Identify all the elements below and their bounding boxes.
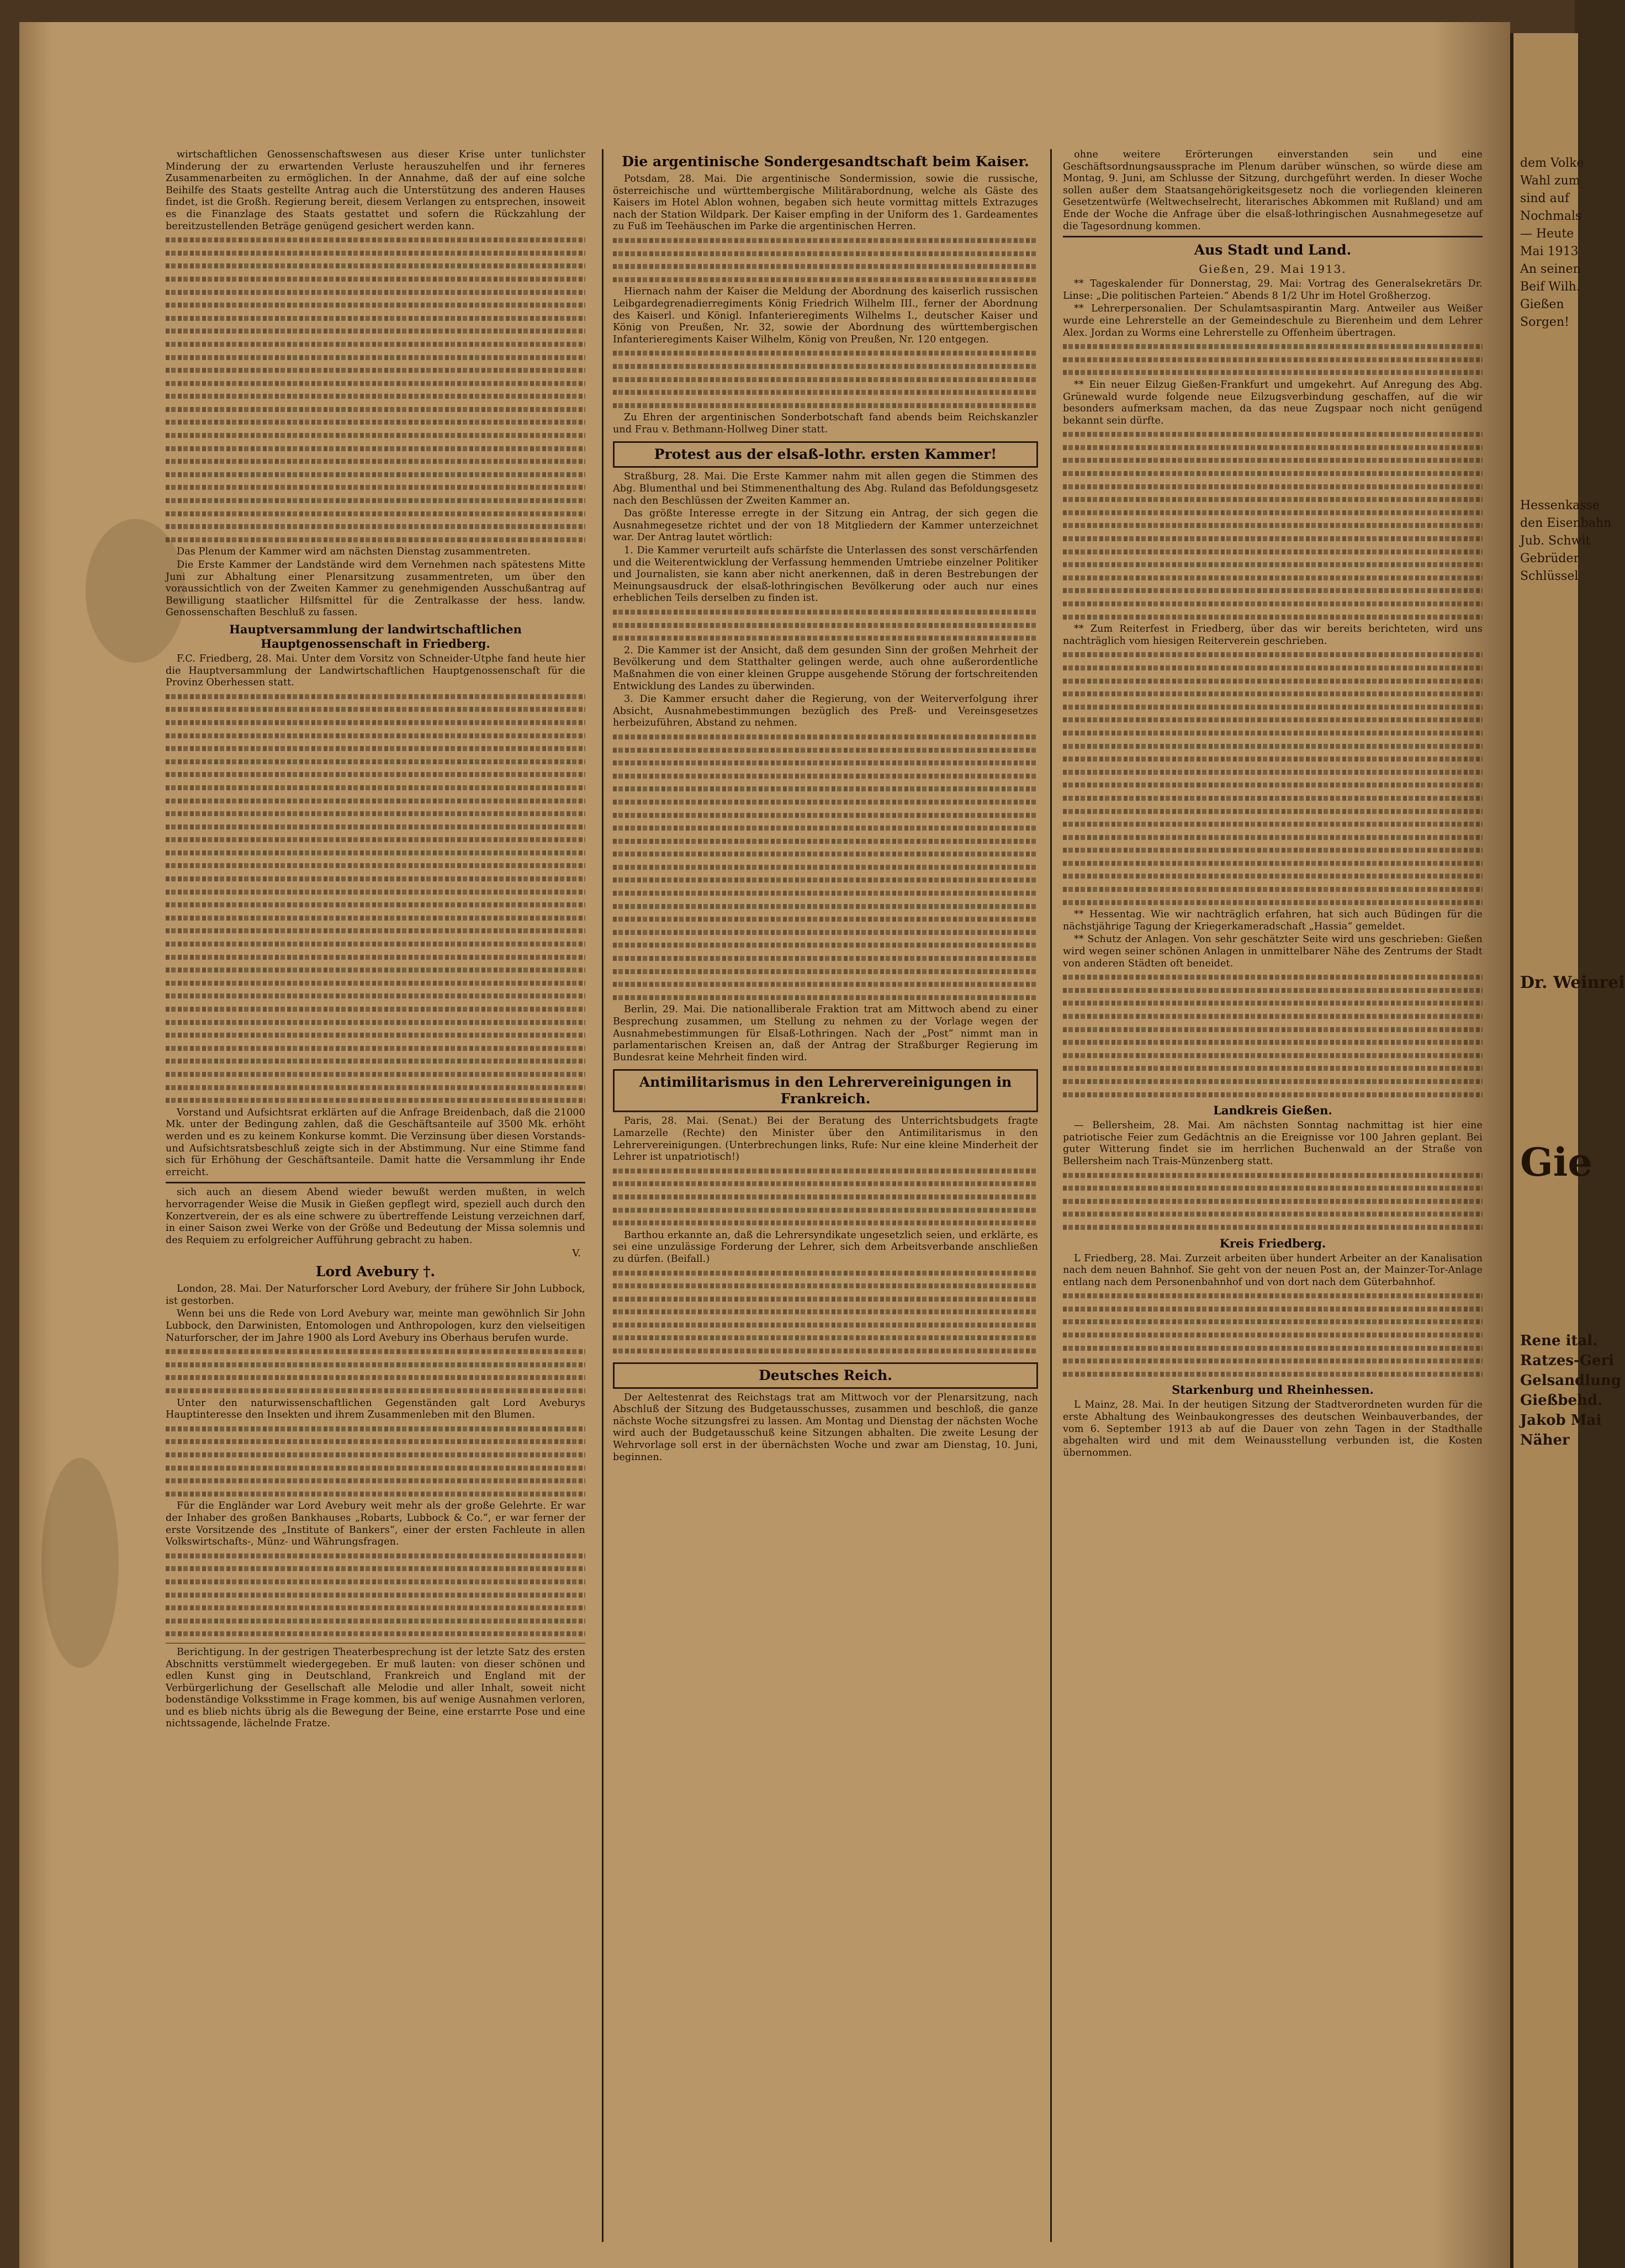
text-line [166, 1016, 585, 1028]
text-line [613, 1331, 1038, 1344]
text-line [166, 898, 585, 911]
text-line [1063, 506, 1483, 519]
text-line [613, 731, 1038, 743]
edge-fragment: Rene ital. [1520, 1333, 1598, 1349]
article-paragraph: 2. Die Kammer ist der Ansicht, daß dem gesunden Sinn der großen Mehrheit der Bevölkerung und dem Statthalter gelingen werde, auch ohne außerordentliche Maßnahmen die von einer kleinen Gruppe ausgehende Störung der fortschreitenden Entwicklung des Landes zu überwinden. [613, 644, 1038, 692]
article-heading: Die argentinische Sondergesandtschaft beim Kaiser. [622, 154, 1029, 170]
text-line [166, 273, 585, 285]
text-line [166, 924, 585, 937]
text-line [1063, 1289, 1483, 1302]
text-line [1063, 779, 1483, 791]
article-paragraph: Zu Ehren der argentinischen Sonderbotschaft fand abends beim Reichskanzler und Frau v. Bethmann-Hollweg Diner statt. [613, 412, 1038, 435]
text-line [1063, 340, 1483, 352]
text-line [1063, 532, 1483, 544]
text-line [1063, 792, 1483, 804]
text-line [166, 729, 585, 742]
article-paragraph: Paris, 28. Mai. (Senat.) Bei der Beratung des Unterrichtsbudgets fragte Lamarzelle (Rechte) den Minister über den Antimilitarismus in den Lehrervereinigungen. (Unterbrechungen links, Rufe: Nur eine kleine Minderheit der Lehrer ist unpatriotisch!) [613, 1116, 1038, 1163]
edge-fragment: sind auf [1520, 192, 1569, 205]
text-line [1063, 1023, 1483, 1035]
text-line [166, 1589, 585, 1601]
text-line [166, 1562, 585, 1574]
carryover-paragraph: sich auch an diesem Abend wieder bewußt werden mußten, in welch hervorragender Weise die Musik in Gießen gepflegt wird, speziell auch durch den Konzertverein, der es als eine schwere zu übertreffende Leistung verzeichnen darf, in einer Saison zwei Werke von der Größe und Bedeutung der Missa solemnis und des Requiem zu erfolgreicher Aufführung gebracht zu haben. [166, 1187, 585, 1246]
column-divider [1050, 149, 1052, 2242]
text-line [613, 874, 1038, 886]
text-line [613, 1345, 1038, 1357]
opening-paragraph: ohne weitere Erörterungen einverstanden sein und eine Geschäftsordnungsaussprache im Plenum darüber wünschen, so würde diese am Montag, 9. Juni, am Schlusse der Sitzung, durchgeführt werden. In dieser Woche sollen außer dem Staatsangehörigkeitsgesetz noch die vorliegenden kleineren Gesetzentwürfe (Weltwechselrecht, literarisches Abkommen mit Rußland) und am Ende der Woche die Anfrage über die elsaß-lothringischen Ausnahmegesetze auf die Tagesordnung kommen. [1063, 149, 1483, 232]
article-heading: Antimilitarismus in den Lehrervereinigungen in Frankreich. [639, 1074, 1012, 1107]
article-paragraph: Der Aeltestenrat des Reichstags trat am Mittwoch vor der Plenarsitzung, nach Abschluß der Sitzung des Budgetausschusses, zusammen und beschloß, die ganze nächste Woche sitzungsfrei zu lassen. Am Montag und Dienstag der nächsten Woche wird auch der Budgetausschuß keine Sitzungen abhalten. Die zweite Lesung der Wehrvorlage soll erst in der übernächsten Woche und zwar am Dienstag, 10. Juni, beginnen. [613, 1392, 1038, 1463]
left-column [166, 149, 585, 2242]
text-line [1063, 1195, 1483, 1207]
text-line [613, 913, 1038, 925]
edge-fragment: Gießen [1520, 298, 1564, 311]
article-heading-box [613, 1362, 1038, 1389]
text-line [613, 991, 1038, 1003]
text-line [166, 338, 585, 350]
edge-fragment: Hessenkasse [1520, 499, 1600, 512]
local-news-item: — Bellersheim, 28. Mai. Am nächsten Sonntag nachmittag ist hier eine patriotische Feier zum Gedächtnis an die Ereignisse vor 100 Jahren geplant. Bei guter Witterung findet sie im herrlichen Buchenwald an der Straße von Bellersheim nach Trais-Münzenberg statt. [1063, 1120, 1483, 1167]
erste-kammer-paragraph: Die Erste Kammer der Landstände wird dem Vernehmen nach spätestens Mitte Juni zur Abhaltung einer Plenarsitzung zusammentreten, um über den voraussichtlich von der Zweiten Kammer zu genehmigenden Ausschußantrag auf Bewilligung staatlicher Hilfsmittel für die Zentralkasse der hess. landw. Genossenschaften Beschluß zu fassen. [166, 559, 585, 618]
text-line [1063, 428, 1483, 440]
text-line [166, 1423, 585, 1435]
text-line [1063, 611, 1483, 623]
text-line [166, 977, 585, 989]
edge-fragment: Gebrüder [1520, 552, 1579, 565]
text-line [1063, 1368, 1483, 1380]
adjacent-page-edge [1510, 33, 1625, 2268]
edge-fragment: Näher [1520, 1432, 1570, 1448]
edge-fragment: Gießbehd. [1520, 1392, 1603, 1409]
text-line [166, 795, 585, 807]
text-line [613, 347, 1038, 359]
dateline: Gießen, 29. Mai 1913. [1199, 262, 1347, 276]
text-line [166, 1435, 585, 1447]
text-line [1063, 753, 1483, 765]
text-line [1063, 546, 1483, 558]
edge-fragment: Wahl zum [1520, 174, 1580, 188]
edge-fragment: Dr. Weinrei [1520, 973, 1625, 992]
text-line [166, 807, 585, 820]
text-line [166, 833, 585, 845]
text-line [166, 468, 585, 480]
text-line [166, 364, 585, 376]
text-line [1063, 1010, 1483, 1022]
text-line [1063, 1355, 1483, 1367]
text-line [166, 390, 585, 402]
text-line [1063, 1169, 1483, 1181]
text-line [613, 386, 1038, 398]
text-line [166, 1358, 585, 1371]
edge-fragment: Sorgen! [1520, 315, 1569, 329]
text-line [1063, 493, 1483, 505]
text-line [1063, 1315, 1483, 1328]
local-news-item: ** Zum Reiterfest in Friedberg, über das wir bereits berichteten, wird uns nachträglich vom hiesigen Reiterverein geschrieben. [1063, 623, 1483, 647]
text-line [613, 373, 1038, 385]
text-line [166, 494, 585, 506]
edge-fragment: Gie [1520, 1139, 1592, 1185]
text-line [166, 1055, 585, 1067]
edge-fragment: dem Volke [1520, 156, 1584, 170]
text-line [613, 1267, 1038, 1279]
section-rule [166, 1182, 585, 1183]
subsection-heading: Landkreis Gießen. [1213, 1103, 1332, 1118]
text-line [1063, 1182, 1483, 1194]
article-heading: Protest aus der elsaß-lothr. ersten Kammer! [654, 446, 997, 463]
text-line [1063, 1208, 1483, 1220]
text-line [1063, 662, 1483, 674]
text-line [1063, 766, 1483, 778]
text-line [166, 1384, 585, 1397]
text-line [1063, 1221, 1483, 1233]
edge-fragment: Nochmals [1520, 209, 1582, 223]
text-line [166, 912, 585, 924]
text-line [1063, 558, 1483, 570]
text-line [1063, 1036, 1483, 1048]
article-paragraph: 3. Die Kammer ersucht daher die Regierung, von der Weiterverfolgung ihrer Absicht, Ausnahmebestimmungen bezüglich des Preß- und Vereinsgesetzes herbeizuführen, Abstand zu nehmen. [613, 694, 1038, 729]
text-line [1063, 1062, 1483, 1074]
article-paragraph: Barthou erkannte an, daß die Lehrersyndikate ungesetzlich seien, und erklärte, es sei eine unzulässige Forderung der Lehrer, sich dem Arbeitsverbande anschließen zu dürfen. (Beifall.) [613, 1229, 1038, 1265]
text-line [1063, 688, 1483, 700]
text-line [613, 247, 1038, 260]
text-line [166, 886, 585, 898]
edge-fragment: Ratzes-Geri [1520, 1352, 1615, 1369]
text-line [1063, 713, 1483, 726]
edge-fragment: Mai 1913 [1520, 245, 1579, 258]
text-line [166, 964, 585, 976]
text-line [166, 821, 585, 833]
text-line [1063, 1303, 1483, 1315]
text-line [1063, 480, 1483, 493]
text-line [166, 1345, 585, 1357]
edge-fragment: — Heute [1520, 227, 1574, 241]
article-heading: Hauptversammlung der landwirtschaftlichen Hauptgenossenschaft in Friedberg. [229, 622, 522, 651]
text-line [1063, 572, 1483, 584]
section-heading: Aus Stadt und Land. [1194, 242, 1352, 258]
edge-fragment: Jub. Schwit [1520, 534, 1591, 548]
article-heading: Deutsches Reich. [759, 1367, 892, 1383]
edge-fragment: den Eisenbahn [1520, 516, 1612, 530]
text-line [166, 716, 585, 728]
text-line [166, 416, 585, 428]
text-line [613, 606, 1038, 618]
text-line [613, 632, 1038, 644]
text-line [166, 1081, 585, 1093]
text-line [1063, 353, 1483, 366]
local-news-item: L Mainz, 28. Mai. In der heutigen Sitzung der Stadtverordneten wurden für die erste Abhaltung des Weinbaukongresses des deutschen Weinbauverbandes, der vom 6. September 1913 ab auf die Dauer von zehn Tagen in der Stadthalle abgehalten wird und mit dem Weinausstellung verbunden ist, die Kosten übernommen. [1063, 1399, 1483, 1458]
text-line [1063, 675, 1483, 687]
text-line [613, 260, 1038, 272]
text-line [166, 951, 585, 963]
local-news-item: L Friedberg, 28. Mai. Zurzeit arbeiten über hundert Arbeiter an der Kanalisation nach dem neuen Bahnhof. Sie geht von der neuen Post an, der Mainzer-Tor-Anlage entlang nach dem Personenbahnhof und von dort nach dem Güterbahnhof. [1063, 1252, 1483, 1288]
text-line [1063, 366, 1483, 378]
text-line [613, 848, 1038, 860]
text-line [1063, 701, 1483, 713]
article-paragraph: Straßburg, 28. Mai. Die Erste Kammer nahm mit allen gegen die Stimmen des Abg. Blumenthal und bei Stimmenenthaltung des Abg. Ruland das Befoldungsgesetz nach den Beschlüssen der Zweiten Kammer an. [613, 471, 1038, 506]
text-line [166, 234, 585, 246]
text-line [166, 299, 585, 311]
text-line [1063, 441, 1483, 453]
text-line [166, 247, 585, 259]
text-line [613, 1177, 1038, 1189]
text-line [1063, 984, 1483, 996]
text-line [613, 1293, 1038, 1305]
text-line [1063, 1342, 1483, 1354]
text-line [1063, 1088, 1483, 1101]
author-sign: V. [572, 1247, 581, 1260]
text-line [166, 1615, 585, 1627]
article-paragraph: 1. Die Kammer verurteilt aufs schärfste die Unterlassen des sonst verschärfenden und die Weiterentwicklung der Verfassung hemmenden Umtriebe einzelner Politiker und Journalisten, sie kann aber nicht anerkennen, daß in deren Bestrebungen der Meinungsausdruck der elsaß-lothringischen Bevölkerung oder auch nur eines erheblichen Teils derselben zu finden ist. [613, 545, 1038, 604]
text-line [166, 1042, 585, 1054]
text-line [166, 755, 585, 768]
local-news-item: ** Schutz der Anlagen. Von sehr geschätzter Seite wird uns geschrieben: Gießen wird wegen seiner schönen Anlagen in unmittelbarer Nähe des Zentrums der Stadt von anderen Städten oft beneidet. [1063, 934, 1483, 969]
text-line [1063, 648, 1483, 660]
text-line [1063, 1075, 1483, 1087]
text-line [166, 1627, 585, 1640]
text-line [166, 1576, 585, 1588]
text-line [1063, 467, 1483, 479]
edge-fragment: Beif Wilh. [1520, 280, 1580, 294]
text-line [166, 1488, 585, 1500]
text-line [166, 690, 585, 702]
subsection-heading: Starkenburg und Rheinhessen. [1172, 1383, 1374, 1397]
text-line [613, 1191, 1038, 1203]
text-line [1063, 727, 1483, 739]
article-paragraph: Das größte Interesse erregte in der Sitzung ein Antrag, der sich gegen die Ausnahmegesetze richtet und der von 18 Mitgliedern der Kammer unterzeichnet war. Der Antrag lautet wörtlich: [613, 508, 1038, 543]
article-heading: Lord Avebury †. [315, 1263, 436, 1280]
text-line [1063, 584, 1483, 596]
text-line [166, 1462, 585, 1474]
text-line [166, 312, 585, 324]
text-line [613, 744, 1038, 756]
text-line [166, 325, 585, 337]
edge-fragment: Gelsandlung [1520, 1372, 1622, 1389]
text-line [613, 1305, 1038, 1318]
text-line [613, 1280, 1038, 1292]
text-line [613, 1165, 1038, 1177]
text-line [166, 859, 585, 871]
local-news-item: ** Tageskalender für Donnerstag, 29. Mai: Vortrag des Generalsekretärs Dr. Linse: „Die politischen Parteien.“ Abends 8 1/2 Uhr im Hotel Großherzog. [1063, 278, 1483, 302]
section-rule [1063, 236, 1483, 237]
text-line [166, 403, 585, 415]
text-line [613, 952, 1038, 964]
text-line [613, 796, 1038, 808]
text-line [166, 260, 585, 272]
text-line [1063, 818, 1483, 830]
text-line [166, 1094, 585, 1106]
article-paragraph: Berlin, 29. Mai. Die nationalliberale Fraktion trat am Mittwoch abend zu einer Besprechung zusammen, um Stellung zu nehmen zu der Vorlage wegen der Ausnahmebestimmungen für Elsaß-Lothringen. Nach der „Post“ nimmt man in parlamentarischen Kreisen an, daß der Antrag der Straßburger Regierung im Bundesrat keine Mehrheit finden wird. [613, 1004, 1038, 1063]
text-line [613, 835, 1038, 847]
text-line [1063, 519, 1483, 531]
text-line [613, 273, 1038, 286]
text-line [166, 351, 585, 363]
middle-column [613, 149, 1038, 2242]
text-line [1063, 857, 1483, 869]
text-line [613, 822, 1038, 834]
edge-fragment: Schlüssel [1520, 569, 1579, 583]
text-line [166, 1474, 585, 1487]
text-line [166, 481, 585, 493]
text-line [1063, 1329, 1483, 1341]
article-paragraph: London, 28. Mai. Der Naturforscher Lord Avebury, der frühere Sir John Lubbock, ist gestorben. [166, 1283, 585, 1307]
text-line [166, 377, 585, 389]
text-line [166, 1601, 585, 1614]
right-column [1063, 149, 1483, 2242]
article-paragraph: Unter den naturwissenschaftlichen Gegenständen galt Lord Aveburys Hauptinteresse den Insekten und ihrem Zusammenleben mit den Blumen. [166, 1397, 585, 1421]
local-news-item: ** Lehrerpersonalien. Der Schulamtsaspirantin Marg. Antweiler aus Weißer wurde eine Lehrerstelle an der Gemeindeschule zu Bierenheim und dem Lehrer Alex. Jordan zu Worms eine Lehrerstelle zu Offenheim übertragen. [1063, 303, 1483, 339]
article-heading-box [613, 441, 1038, 468]
text-line [613, 809, 1038, 821]
text-line [166, 429, 585, 441]
text-line [1063, 805, 1483, 817]
text-line [613, 619, 1038, 631]
text-line [166, 742, 585, 754]
text-line [613, 978, 1038, 990]
article-paragraph: Potsdam, 28. Mai. Die argentinische Sondermission, sowie die russische, österreichische und württembergische Militärabordnung, welche als Gäste des Kaisers im Hotel Ablon wohnen, begaben sich heute vormittag mittels Extrazuges nach der Station Wildpark. Der Kaiser empfing in der Uniform des 1. Gardeamentes zu Fuß im Teehäuschen im Parke die argentinischen Herren. [613, 173, 1038, 232]
text-line [166, 455, 585, 467]
text-line [613, 1217, 1038, 1229]
text-line [166, 533, 585, 546]
paper-stain [41, 1458, 119, 1668]
text-line [166, 1550, 585, 1562]
text-line [613, 939, 1038, 951]
text-line [613, 1204, 1038, 1216]
text-line [1063, 896, 1483, 908]
text-line [166, 703, 585, 715]
article-heading-box [613, 1069, 1038, 1112]
text-line [1063, 997, 1483, 1009]
article-paragraph: Wenn bei uns die Rede von Lord Avebury war, meinte man gewöhnlich Sir John Lubbock, den Darwinisten, Entomologen und Anthropologen, kurz den vielseitigen Naturforscher, der im Jahre 1900 als Lord Avebury ins Oberhaus berufen wurde. [166, 1308, 585, 1344]
text-line [1063, 598, 1483, 610]
article-paragraph: Vorstand und Aufsichtsrat erklärten auf die Anfrage Breidenbach, daß die 21000 Mk. unter der Bedingung zahlen, daß die Geschäftsanteile auf 3500 Mk. erhöht werden und es zu keinem Konkurse kommt. Die Verzinsung über diesen Vorstands- und Aufsichtsratsbeschluß zeigte sich in der Abstimmung. Nur eine Stimme fand sich für Erhöhung der Geschäftsanteile. Damit hatte die Versammlung ihr Ende erreicht. [166, 1107, 585, 1178]
text-line [166, 990, 585, 1002]
text-line [1063, 454, 1483, 466]
text-line [613, 926, 1038, 938]
text-line [613, 965, 1038, 977]
text-line [1063, 1049, 1483, 1061]
correction-paragraph: Berichtigung. In der gestrigen Theaterbesprechung ist der letzte Satz des ersten Abschnitts verstümmelt wiedergegeben. Er muß lauten: von dieser schönen und edlen Kunst ging in Deutschland, Frankreich und England mit der Verbürgerlichung der Gesellschaft alle Melodie und aller Inhalt, soweit nicht bodenständige Volksstimme in Frage kommen, bis auf wenige Ausnahmen verloren, und es blieb nichts übrig als die Bewegung der Beine, eine erstarrte Pose und eine nichtssagende, lächelnde Fratze. [166, 1646, 585, 1730]
text-line [613, 1319, 1038, 1331]
local-news-item: ** Hessentag. Wie wir nachträglich erfahren, hat sich auch Büdingen für die nächstjährige Tagung der Kriegerkameradschaft „Hassia“ gemeldet. [1063, 909, 1483, 932]
text-line [166, 847, 585, 859]
text-line [613, 360, 1038, 372]
text-line [613, 757, 1038, 769]
text-line [613, 770, 1038, 782]
text-line [166, 1068, 585, 1080]
edge-fragment: Jakob Mai [1520, 1412, 1602, 1429]
text-line [166, 520, 585, 532]
column-divider [602, 149, 604, 2242]
text-line [166, 873, 585, 885]
article-paragraph: Hiernach nahm der Kaiser die Meldung der Abordnung des kaiserlich russischen Leibgardegrenadierregiments König Friedrich Wilhelm III., ferner der Abordnung des Kaiserl. und Königl. Infanterieregiments Wilhelms I., deutscher Kaiser und König von Preußen, Nr. 32, sowie der Abordnung des württembergischen Infanterieregiments Kaiser Wilhelm, König von Preußen, Nr. 120 entgegen. [613, 286, 1038, 345]
local-news-item: ** Ein neuer Eilzug Gießen-Frankfurt und umgekehrt. Auf Anregung des Abg. Grünewald wurde folgende neue Eilzugsverbindung geschaffen, auf die wir besonders aufmerksam machen, da das neue Zugspaar noch nicht genügend bekannt sein dürfte. [1063, 379, 1483, 426]
text-line [1063, 870, 1483, 882]
text-line [613, 887, 1038, 899]
opening-paragraph: wirtschaftlichen Genossenschaftswesen aus dieser Krise unter tunlichster Minderung der zu erwartenden Verluste herauszuhelfen und ihr ferneres Zusammenarbeiten zu ermöglichen. In der Annahme, daß der auf eine solche Beihilfe des Staats gestellte Antrag auch die Unterstützung des anderen Hauses findet, ist die Großh. Regierung bereit, diesem Verlangen zu entsprechen, insoweit es die Finanzlage des Staats gestattet und sofern die Rückzahlung der bereitzustellenden Beträge genügend gesichert werden kann. [166, 149, 585, 232]
text-line [166, 1029, 585, 1041]
text-line [613, 234, 1038, 246]
text-line [1063, 740, 1483, 752]
text-line [166, 507, 585, 520]
text-line [166, 1448, 585, 1461]
text-line [166, 938, 585, 950]
text-line [166, 1371, 585, 1383]
article-paragraph: Für die Engländer war Lord Avebury weit mehr als der große Gelehrte. Er war der Inhaber des großen Bankhauses „Robarts, Lubbock & Co.“, er war ferner der erste Vorsitzende des „Institute of Bankers“, einer der ersten Fachleute in allen Volkswirtschafts-, Münz- und Währungsfragen. [166, 1500, 585, 1548]
text-line [613, 783, 1038, 795]
text-line [1063, 971, 1483, 983]
text-line [613, 900, 1038, 912]
text-line [166, 768, 585, 780]
text-line [1063, 883, 1483, 895]
text-line [613, 399, 1038, 411]
text-line [613, 861, 1038, 873]
article-paragraph: F.C. Friedberg, 28. Mai. Unter dem Vorsitz von Schneider-Utphe fand heute hier die Hauptversammlung der Landwirtschaftlichen Hauptgenossenschaft für die Provinz Oberhessen statt. [166, 653, 585, 689]
text-line [1063, 831, 1483, 843]
text-line [166, 286, 585, 298]
text-line [166, 442, 585, 454]
text-line [1063, 844, 1483, 856]
plenum-paragraph: Das Plenum der Kammer wird am nächsten Dienstag zusammentreten. [177, 546, 531, 558]
text-line [166, 781, 585, 794]
edge-fragment: An seinen [1520, 262, 1581, 276]
subsection-heading: Kreis Friedberg. [1219, 1236, 1326, 1250]
text-line [166, 1003, 585, 1015]
